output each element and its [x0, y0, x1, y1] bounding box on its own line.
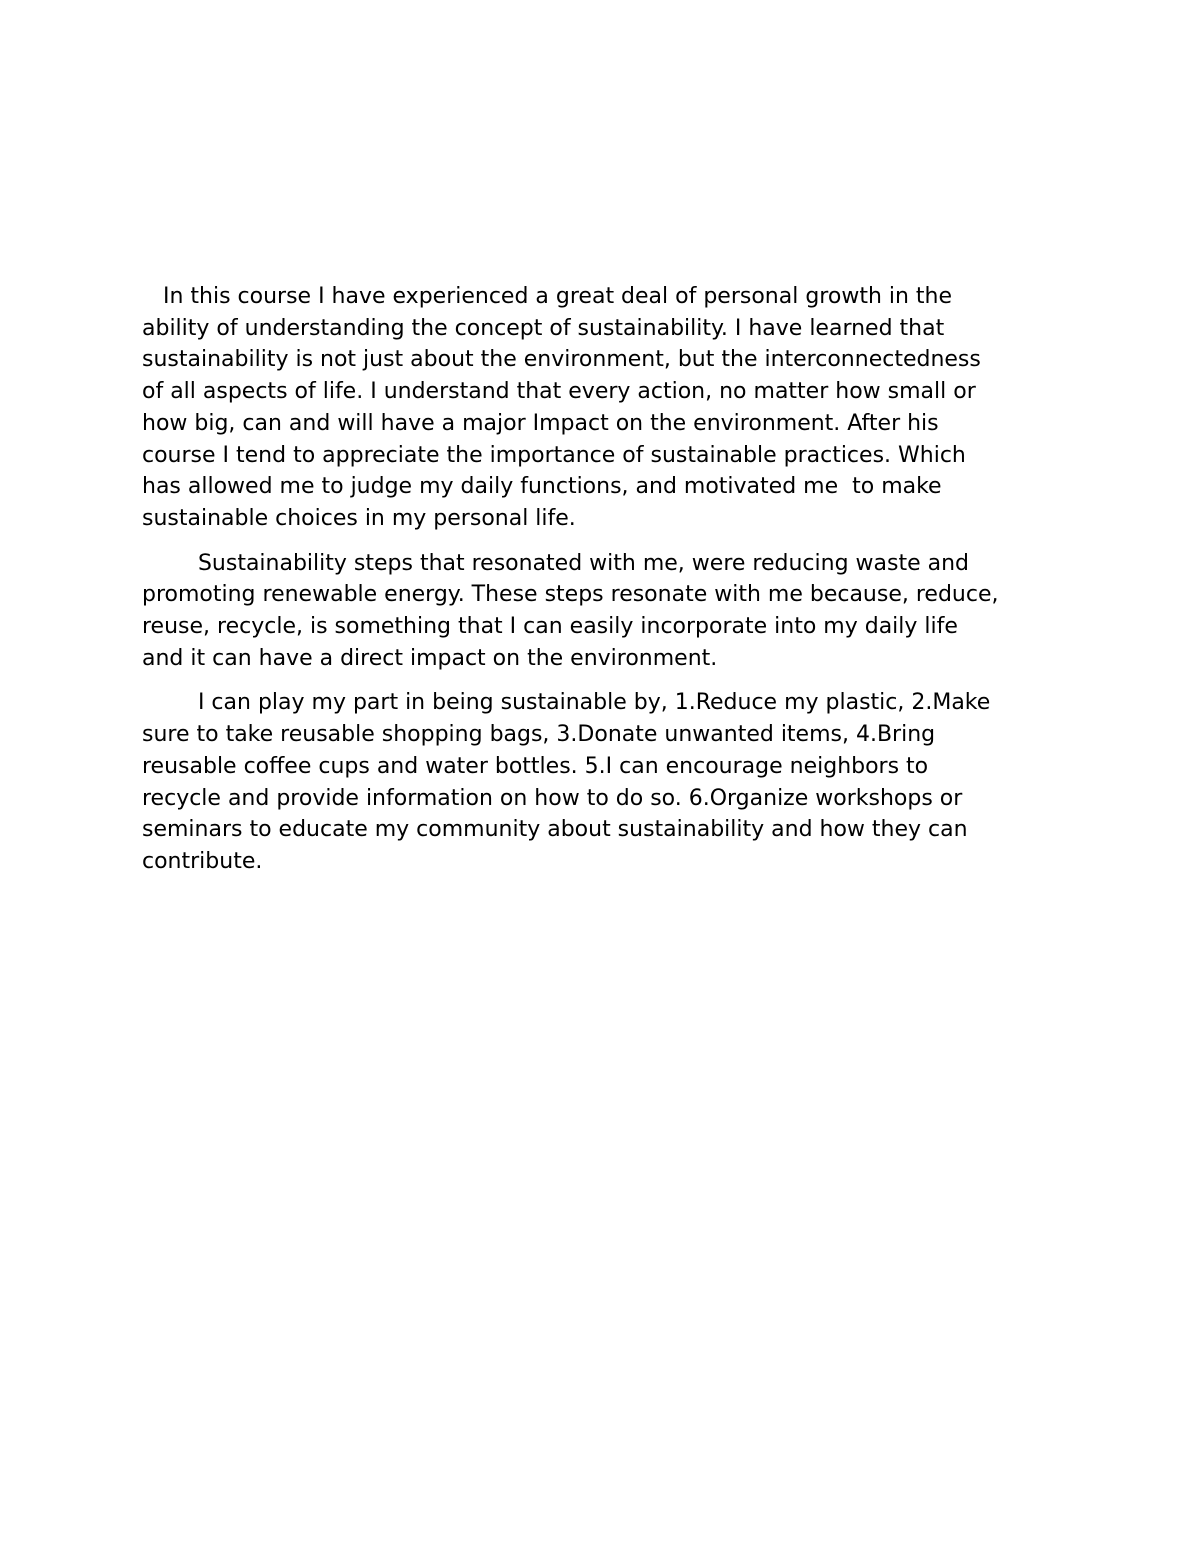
text-line: promoting renewable energy. These steps resonate with me because, reduce,: [142, 582, 999, 608]
text-line: has allowed me to judge my daily functions, and motivated me to make: [142, 474, 942, 500]
text-line: contribute.: [142, 848, 263, 874]
paragraph-personal-growth: [142, 281, 1072, 535]
text-line: course I tend to appreciate the importance of sustainable practices. Which: [142, 442, 966, 468]
text-line: reusable coffee cups and water bottles. 5.I can encourage neighbors to: [142, 753, 929, 779]
text-line: and it can have a direct impact on the environment.: [142, 645, 718, 671]
text-line: sustainable choices in my personal life.: [142, 505, 576, 531]
text-line: Sustainability steps that resonated with me, were reducing waste and: [142, 550, 970, 576]
text-line: I can play my part in being sustainable by, 1.Reduce my plastic, 2.Make: [142, 690, 991, 716]
paragraph-my-part: [142, 687, 1072, 877]
text-line: sure to take reusable shopping bags, 3.Donate unwanted items, 4.Bring: [142, 722, 936, 748]
text-line: how big, can and will have a major Impact on the environment. After his: [142, 410, 939, 436]
text-line: seminars to educate my community about sustainability and how they can: [142, 817, 968, 843]
text-line: In this course I have experienced a great deal of personal growth in the: [142, 284, 953, 309]
text-line: recycle and provide information on how to do so. 6.Organize workshops or: [142, 785, 963, 811]
text-line: sustainability is not just about the environment, but the interconnectedness: [142, 347, 981, 373]
text-line: of all aspects of life. I understand that every action, no matter how small or: [142, 379, 976, 405]
text-line: reuse, recycle, is something that I can easily incorporate into my daily life: [142, 614, 958, 640]
text-line: ability of understanding the concept of sustainability. I have learned that: [142, 315, 945, 341]
paragraph-sustainability-steps: [142, 548, 1072, 675]
document-body: [142, 281, 1072, 891]
